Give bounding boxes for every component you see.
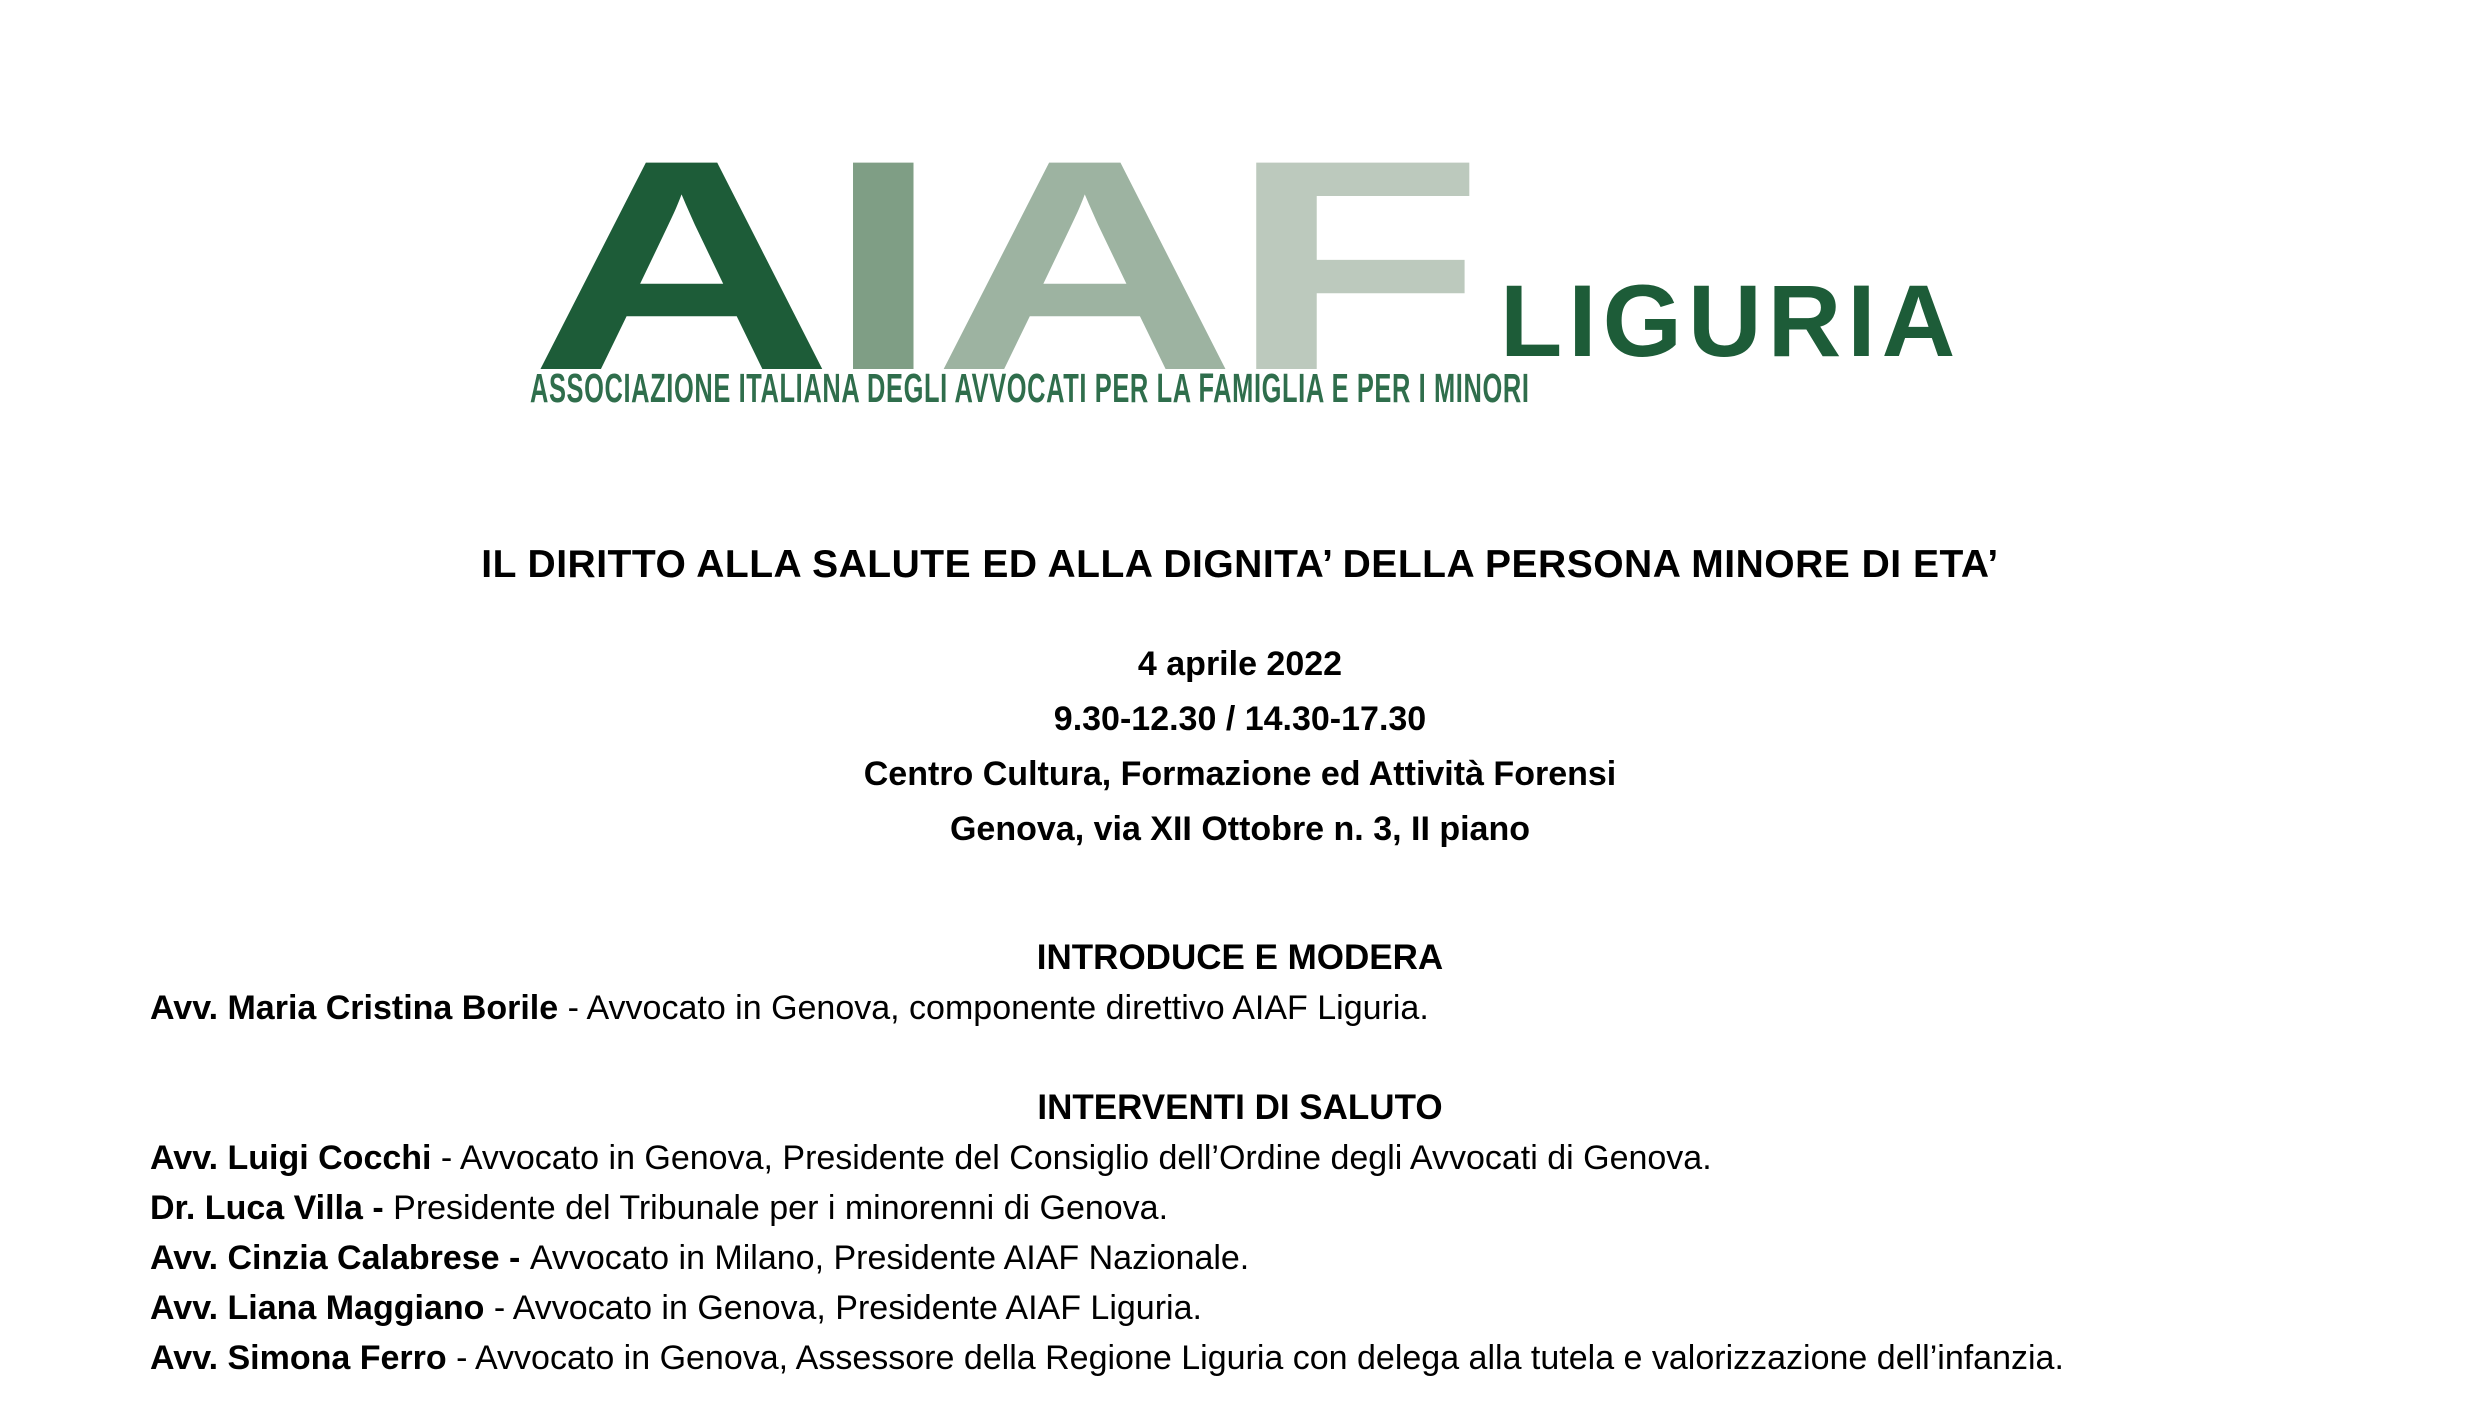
speaker-separator: - [362,1189,394,1227]
event-time: 9.30-12.30 / 14.30-17.30 [1053,700,1427,738]
speaker-separator: - [558,989,587,1027]
event-title: IL DIRITTO ALLA SALUTE ED ALLA DIGNITA’ DELLA PERSONA MINORE DI ETA’ [481,543,1999,586]
event-address: Genova, via XII Ottobre n. 3, II piano [949,810,1530,848]
speaker-role: Avvocato in Genova, Presidente AIAF Liguria. [512,1289,1202,1327]
logo-letter-f: F [1228,97,1477,433]
speaker-role: Avvocato in Milano, Presidente AIAF Nazionale. [529,1239,1250,1277]
section-heading-introduce: INTRODUCE E MODERA [1036,938,1444,977]
logo-letter-a: A [933,97,1229,433]
event-venue: Centro Cultura, Formazione ed Attività Forensi [863,755,1617,793]
speaker-role: Avvocato in Genova, componente direttivo AIAF Liguria. [586,989,1429,1027]
speaker-list-interventi [150,1133,2330,1383]
liguria-label: LIGURIA [1500,264,1962,378]
speaker-separator: - [499,1239,530,1277]
speaker-line [150,1183,2330,1233]
speaker-name: Avv. Cinzia Calabrese [150,1239,500,1277]
event-date: 4 aprile 2022 [1137,645,1343,683]
speaker-line [150,1283,2330,1333]
speaker-separator: - [431,1139,460,1177]
speaker-role: Avvocato in Genova, Assessore della Regione Liguria con delega alla tutela e valorizzazione dell’infanzia. [474,1339,2064,1377]
speaker-name: Avv. Luigi Cocchi [150,1139,432,1177]
logo-letter-i: I [824,97,934,433]
speaker-separator: - [484,1289,513,1327]
speaker-name: Avv. Maria Cristina Borile [150,989,559,1027]
speaker-separator: - [446,1339,475,1377]
logo-letter-a: A [530,97,825,433]
speaker-name: Avv. Liana Maggiano [150,1289,485,1327]
speaker-line [150,1333,2330,1383]
logo-tagline: ASSOCIAZIONE ITALIANA DEGLI AVVOCATI PER LA FAMIGLIA E PER I MINORI [530,365,1530,411]
speaker-line [150,1133,2330,1183]
speaker-name: Avv. Simona Ferro [150,1339,447,1377]
speaker-role: Presidente del Tribunale per i minorenni di Genova. [393,1189,1169,1227]
speaker-line [150,1233,2330,1283]
speaker-list-introduce [150,983,2330,1033]
speaker-name: Dr. Luca Villa [150,1189,363,1227]
speaker-line [150,983,2330,1033]
speaker-role: Avvocato in Genova, Presidente del Consiglio dell’Ordine degli Avvocati di Genova. [459,1139,1712,1177]
section-heading-interventi: INTERVENTI DI SALUTO [1037,1088,1443,1127]
event-details [0,637,2480,857]
